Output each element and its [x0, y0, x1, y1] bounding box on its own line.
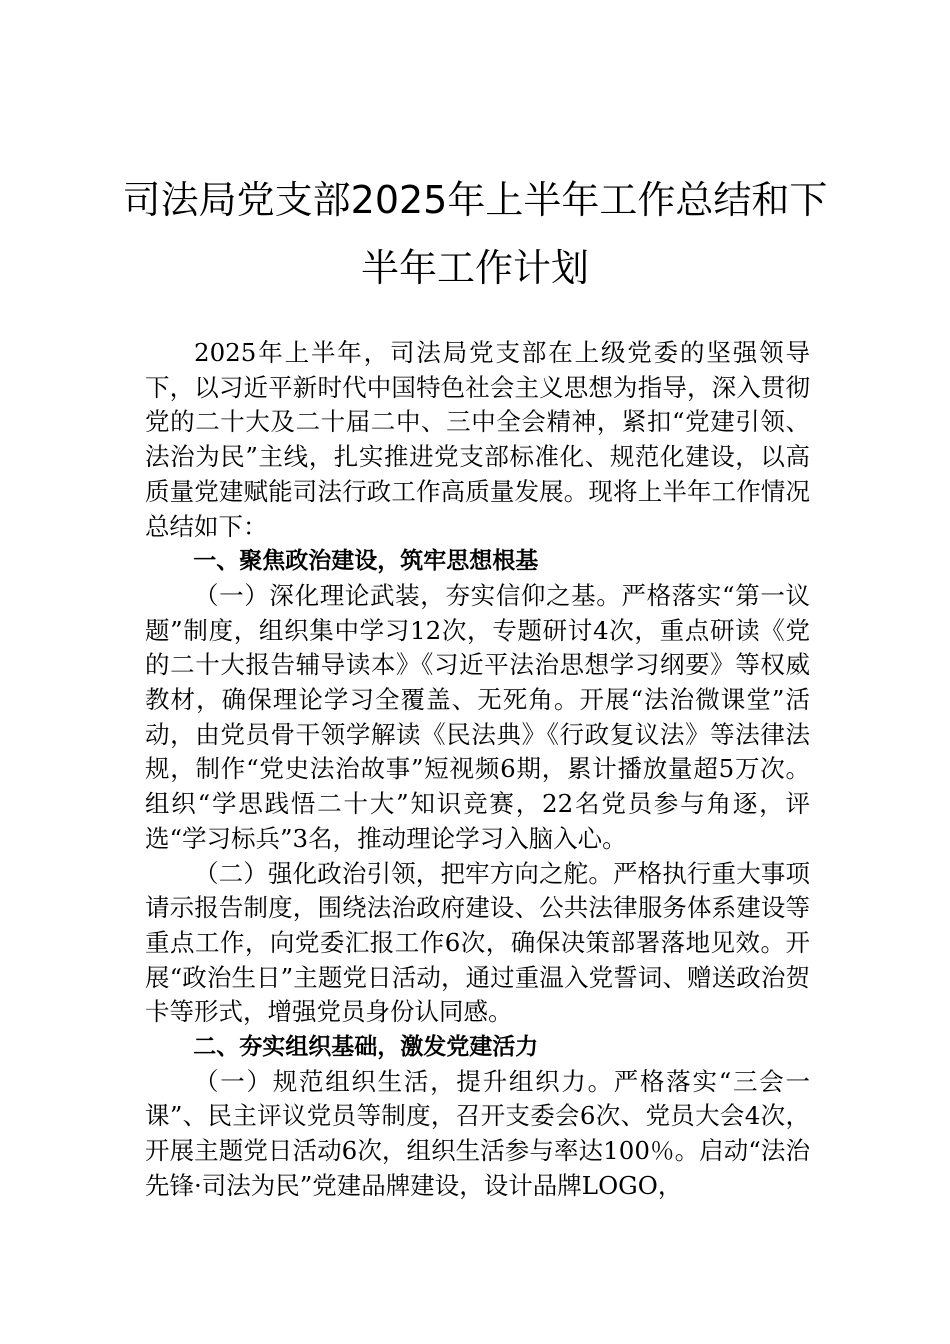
section-1-paragraph-2: （二）强化政治引领，把牢方向之舵。严格执行重大事项请示报告制度，围绕法治政府建设、公共法律服务体系建设等重点工作，向党委汇报工作6次，确保决策部署落地见效。开展“政治生日”主题党日活动，通过重温入党誓词、赠送政治贺卡等形式，增强党员身份认同感。: [145, 858, 810, 1027]
document-body: [145, 336, 810, 1204]
document-title-line-1: 司法局党支部2025年上半年工作总结和下: [122, 178, 828, 222]
section-heading-1: 一、聚焦政治建设，筑牢思想根基: [193, 548, 539, 575]
document-title-line-2: 半年工作计划: [360, 246, 589, 290]
intro-paragraph: 2025年上半年，司法局党支部在上级党委的坚强领导下，以习近平新时代中国特色社会主义思想为指导，深入贯彻党的二十大及二十届二中、三中全会精神，紧扣“党建引领、法治为民”主线，扎实推进党支部标准化、规范化建设，以高质量党建赋能司法行政工作高质量发展。现将上半年工作情况总结如下：: [145, 338, 810, 541]
section-2-paragraph-1: （一）规范组织生活，提升组织力。严格落实“三会一课”、民主评议党员等制度，召开支委会6次、党员大会4次，开展主题党日活动6次，组织生活参与率达100％。启动“法治先锋·司法为民”党建品牌建设，设计品牌LOGO，: [145, 1066, 810, 1200]
section-1-paragraph-1: （一）深化理论武装，夯实信仰之基。严格落实“第一议题”制度，组织集中学习12次，专题研讨4次，重点研读《党的二十大报告辅导读本》《习近平法治思想学习纲要》等权威教材，确保理论学习全覆盖、无死角。开展“法治微课堂”活动，由党员骨干领学解读《民法典》《行政复议法》等法律法规，制作“党史法治故事”短视频6期，累计播放量超5万次。组织“学思践悟二十大”知识竞赛，22名党员参与角逐，评选“学习标兵”3名，推动理论学习入脑入心。: [145, 580, 810, 853]
section-heading-2: 二、夯实组织基础，激发党建活力: [193, 1034, 539, 1061]
